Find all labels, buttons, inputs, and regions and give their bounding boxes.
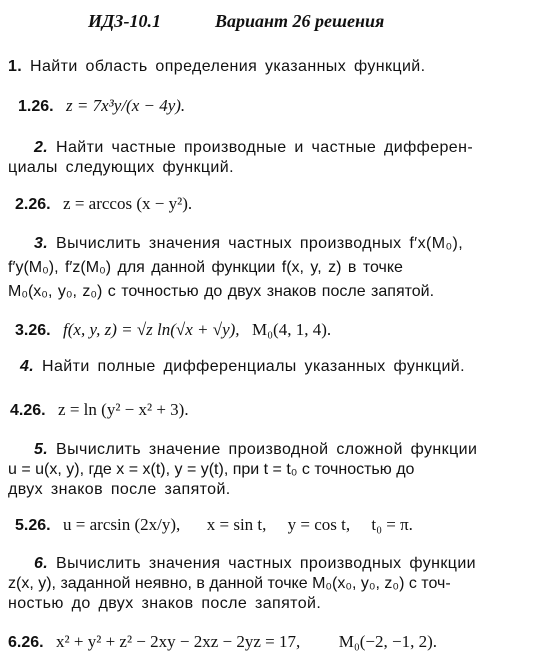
task-1-statement — [8, 57, 425, 77]
task-5-text-line-3: двух знаков после запятой. — [8, 481, 231, 498]
item-3-26-formula: f(x, y, z) = √z ln(√x + √y), — [63, 320, 240, 339]
task-1-number: 1. — [8, 58, 23, 75]
item-6-26-number: 6.26. — [8, 634, 44, 651]
item-3-26-number: 3.26. — [15, 322, 51, 339]
task-4-number: 4. — [20, 358, 35, 375]
task-3-statement — [34, 234, 463, 254]
item-2-26-number: 2.26. — [15, 196, 51, 213]
task-5-statement — [34, 440, 477, 460]
task-1-item — [18, 96, 185, 117]
item-4-26-formula: z = ln (y² − x² + 3). — [58, 400, 189, 419]
task-6-text-line-1: Вычислить значения частных производных функции — [56, 555, 477, 572]
variant-heading: Вариант 26 решения — [215, 11, 385, 31]
task-5-item — [15, 515, 413, 536]
task-6-item — [8, 632, 437, 653]
task-1-text: Найти область определения указанных функций. — [30, 58, 426, 75]
item-1-26-formula: z = 7x³y/(x − 4y). — [66, 96, 186, 115]
task-3-text-line-3: M₀(x₀, y₀, z₀) с точностью до двух знаков после запятой. — [8, 283, 435, 300]
task-2-statement — [34, 138, 473, 158]
task-5-number: 5. — [34, 441, 49, 458]
task-2-text-line-2: циалы следующих функций. — [8, 159, 234, 176]
item-2-26-formula: z = arccos (x − y²). — [63, 194, 193, 213]
task-3-number: 3. — [34, 235, 49, 252]
task-2-number: 2. — [34, 139, 49, 156]
task-6-number: 6. — [34, 555, 49, 572]
item-6-26-point: M₀(−2, −1, 2). — [338, 632, 437, 651]
item-6-26-formula: x² + y² + z² − 2xy − 2xz − 2yz = 17, — [56, 632, 301, 651]
task-3-text-line-1: Вычислить значения частных производных f′x(M₀), — [56, 235, 464, 252]
task-4-item — [10, 400, 189, 421]
item-5-26-number: 5.26. — [15, 517, 51, 534]
task-2-item — [15, 194, 192, 215]
task-6-statement — [34, 554, 476, 574]
task-5-text-line-1: Вычислить значение производной сложной функции — [56, 441, 478, 458]
task-4-text: Найти полные дифференциалы указанных функций. — [42, 358, 465, 375]
item-5-26-formula: u = arcsin (2x/y), — [63, 515, 181, 534]
item-3-26-point: M₀(4, 1, 4). — [252, 320, 332, 339]
task-3-text-line-2: f′y(M₀), f′z(M₀) для данной функции f(x, y, z) в точке — [8, 259, 403, 276]
task-6-text-line-3: ностью до двух знаков после запятой. — [8, 595, 322, 612]
task-2-text-line-1: Найти частные производные и частные дифферен- — [56, 139, 474, 156]
task-3-item — [15, 320, 331, 341]
document-title: ИДЗ-10.1 — [88, 11, 161, 31]
task-5-text-line-2: u = u(x, y), где x = x(t), y = y(t), при t = t₀ с точностью до — [8, 461, 415, 478]
task-4-statement — [20, 357, 465, 377]
task-6-text-line-2: z(x, y), заданной неявно, в данной точке M₀(x₀, y₀, z₀) с точ- — [8, 575, 451, 592]
item-1-26-number: 1.26. — [18, 98, 54, 115]
item-4-26-number: 4.26. — [10, 402, 46, 419]
item-5-26-substitutions: x = sin t, y = cos t, t₀ = π. — [206, 515, 413, 534]
